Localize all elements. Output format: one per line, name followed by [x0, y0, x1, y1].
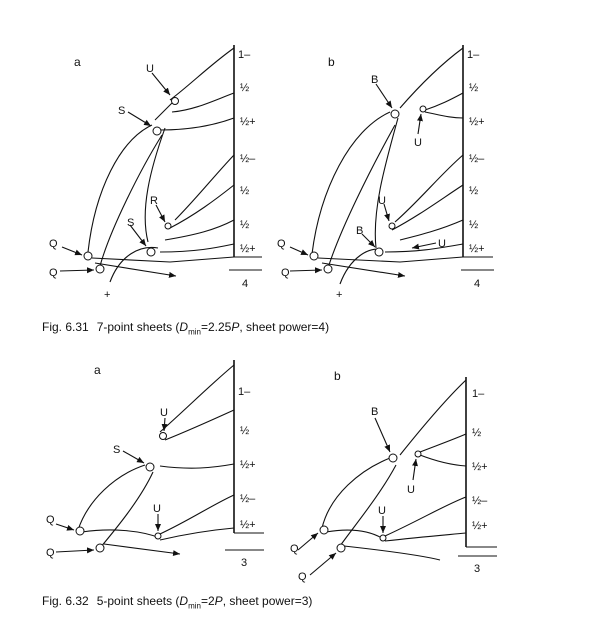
- fig1a-tick-6: ½: [240, 219, 250, 231]
- fig2b-label-b: B: [371, 406, 379, 418]
- fig1b-label-u-lower: U: [378, 195, 386, 207]
- fig2a-long-strand: [78, 465, 145, 530]
- fig1a-loop-6: [160, 244, 234, 252]
- caption-text-after: , sheet power=4): [239, 320, 330, 334]
- fig1b-tick-7: ½+: [469, 243, 485, 255]
- caption-text-after: , sheet power=3): [222, 594, 313, 608]
- fig1b-arrow-u: [418, 114, 421, 134]
- fig2a-loop-5: [160, 528, 234, 540]
- fig1b-arrow-q1: [290, 247, 308, 255]
- fig1a-knot-q1: [84, 252, 92, 260]
- fig1-panel-b: [277, 45, 494, 301]
- fig1a-tick-1: 1–: [238, 49, 251, 61]
- fig1a-arrow-s: [128, 112, 151, 126]
- fig1b-label-u-right: U: [438, 238, 446, 250]
- fig2b-tick-1: 1–: [472, 388, 485, 400]
- fig1a-label-u: U: [146, 63, 154, 75]
- fig1b-loop-3: [425, 112, 463, 118]
- fig1a-knot-r: [165, 223, 171, 229]
- fig2b-tick-5: ½+: [472, 520, 488, 532]
- fig1b-arrow-b: [376, 84, 392, 108]
- fig2b-knot-u: [415, 451, 421, 457]
- fig2b-arrow-b: [375, 418, 390, 452]
- fig2a-label-q-lower: Q: [46, 547, 55, 559]
- fig2a-tick-5: ½+: [240, 519, 256, 531]
- fig1b-label-q-lower: Q: [281, 267, 290, 279]
- fig1b-tick-3: ½+: [469, 116, 485, 128]
- panel-b-label: b: [328, 55, 335, 69]
- fig2a-loop-2: [165, 410, 234, 440]
- fig1a-loop-3: [175, 155, 234, 220]
- fig2b-long-strand: [322, 458, 390, 528]
- caption-text-before: 5-point sheets (: [96, 594, 180, 608]
- panel-a-label: a: [74, 55, 81, 69]
- fig2a-tick-4: ½–: [240, 493, 256, 505]
- fig2a-knot-u2: [155, 533, 161, 539]
- fig2a-tick-3: ½+: [240, 459, 256, 471]
- fig1b-knot-q2: [324, 265, 332, 273]
- fig2b-arrow-q2: [310, 553, 336, 575]
- fig1a-long-strand-3: [145, 128, 165, 242]
- fig2a-tick-1: 1–: [238, 386, 251, 398]
- fig2a-scale-label: 3: [241, 557, 248, 569]
- caption-d: D: [179, 320, 189, 334]
- fig1b-label-b-lower: B: [356, 225, 364, 237]
- fig1b-arrow-u3: [412, 243, 436, 248]
- fig2a-arrow-main: [104, 544, 180, 554]
- fig1a-knot-s: [153, 127, 161, 135]
- fig1a-tick-5: ½: [240, 185, 250, 197]
- caption-sub: min: [188, 327, 201, 337]
- fig1a-tick-7: ½+: [240, 243, 256, 255]
- fig2a-knot-u: [160, 433, 167, 440]
- fig1a-loop-5: [165, 220, 234, 240]
- fig2b-knot-b: [389, 454, 397, 462]
- fig2-panel-a-label: a: [94, 363, 101, 377]
- fig1b-label-u-upper: U: [414, 137, 422, 149]
- fig2a-strand-bot: [82, 530, 160, 538]
- fig1b-tick-5: ½: [469, 185, 479, 197]
- fig2b-knot-q2: [337, 544, 345, 552]
- caption-text-before: 7-point sheets (: [96, 320, 180, 334]
- fig1a-arrow-q1: [62, 247, 82, 255]
- fig1a-arrow-u: [152, 73, 170, 95]
- fig2a-loop-1: [160, 365, 234, 432]
- fig2b-knot-q1: [320, 526, 328, 534]
- caption-eq: =2: [200, 594, 215, 608]
- caption-number: Fig. 6.32: [42, 594, 89, 608]
- fig2b-tick-3: ½+: [472, 461, 488, 473]
- fig2b-tick-2: ½: [472, 427, 482, 439]
- fig2a-label-q-upper: Q: [46, 514, 55, 526]
- fig2-panel-b-label: b: [334, 369, 341, 383]
- fig1a-label-s-lower: S: [127, 217, 135, 229]
- fig2a-arrow-u: [164, 418, 165, 431]
- fig1a-arrow-main: [95, 263, 176, 276]
- fig1a-arrow-q2: [60, 270, 94, 271]
- fig2b-strand-bot-2: [344, 546, 440, 560]
- fig1b-arrow-main: [322, 263, 405, 276]
- fig1a-label-q-lower: Q: [49, 267, 58, 279]
- fig2b-label-q-lower: Q: [298, 571, 307, 583]
- fig2b-long-strand-2: [340, 465, 396, 546]
- fig2b-tick-4: ½–: [472, 495, 488, 507]
- fig2b-arrow-u: [413, 459, 416, 480]
- fig1b-label-q-upper: Q: [277, 238, 286, 250]
- fig1b-label-b-upper: B: [371, 74, 379, 86]
- fig1b-knot-b2: [375, 248, 383, 256]
- fig1a-label-plus: +: [104, 289, 111, 301]
- caption-d: D: [179, 594, 189, 608]
- fig2b-loop-1: [400, 380, 466, 455]
- fig2a-label-u-upper: U: [160, 407, 168, 419]
- fig2b-loop-3: [420, 455, 466, 466]
- fig1a-knot-q2: [96, 265, 104, 273]
- fig1b-arrow-b2: [362, 234, 375, 247]
- figure-6-31-caption: [42, 320, 329, 336]
- fig2a-arrow-s: [123, 451, 144, 463]
- fig1b-tick-1: 1–: [467, 49, 480, 61]
- fig1a-tick-4: ½–: [240, 153, 256, 165]
- fig1b-knot-b: [391, 110, 399, 118]
- fig2a-arrow-q1: [56, 524, 74, 530]
- fig1b-long-strand: [312, 112, 390, 254]
- fig1a-baseline-right: [170, 257, 262, 262]
- fig2a-knot-q2: [96, 544, 104, 552]
- fig1b-arrow-q2: [290, 270, 322, 271]
- fig1b-scale-label: 4: [474, 278, 481, 290]
- caption-p: P: [231, 320, 240, 334]
- fig1a-loop-1: [170, 48, 234, 100]
- fig2a-loop-3: [160, 464, 234, 468]
- fig2a-knot-s: [146, 463, 154, 471]
- fig2b-knot-u2: [380, 535, 386, 541]
- fig1b-tick-4: ½–: [469, 153, 485, 165]
- caption-number: Fig. 6.31: [42, 320, 89, 334]
- fig1a-label-s-upper: S: [118, 105, 126, 117]
- fig2b-strand-bot: [326, 530, 385, 540]
- fig2b-label-u-upper: U: [407, 484, 415, 496]
- fig2b-arrow-q1: [298, 533, 318, 550]
- fig2a-loop-4: [160, 495, 234, 534]
- fig2-panel-b: [290, 369, 497, 583]
- fig1a-label-r: R: [150, 195, 158, 207]
- fig1b-tick-6: ½: [469, 219, 479, 231]
- caption-sub: min: [188, 601, 201, 611]
- fig2-panel-a: [46, 360, 264, 569]
- fig1a-knot-u: [172, 98, 179, 105]
- fig1a-knot-s2: [147, 248, 155, 256]
- fig1b-label-plus: +: [336, 289, 343, 301]
- fig1b-loop-5: [392, 185, 463, 230]
- fig1a-arrow-r: [156, 205, 165, 222]
- fig1a-label-q-upper: Q: [49, 238, 58, 250]
- fig1b-tick-2: ½: [469, 82, 479, 94]
- fig2a-label-u-lower: U: [153, 503, 161, 515]
- fig1b-baseline: [318, 257, 493, 262]
- fig1a-scale-label: 4: [242, 278, 249, 290]
- fig1b-knot-q1: [310, 252, 318, 260]
- fig2b-label-u-lower: U: [378, 505, 386, 517]
- fig1b-loop-1: [400, 48, 463, 108]
- fig1a-tick-3: ½+: [240, 116, 256, 128]
- caption-p: P: [214, 594, 223, 608]
- fig1b-loop-4: [395, 155, 463, 222]
- fig2b-scale-label: 3: [474, 563, 481, 575]
- fig1b-loop-6: [400, 220, 463, 240]
- fig2b-loop-2: [420, 434, 466, 452]
- caption-eq: =2.25: [200, 320, 232, 334]
- fig2b-label-q-upper: Q: [290, 543, 299, 555]
- fig2b-loop-5: [385, 533, 466, 541]
- fig2a-knot-q1: [76, 527, 84, 535]
- figure-6-32-caption: [42, 594, 312, 610]
- fig2a-tick-2: ½: [240, 425, 250, 437]
- fig1a-tick-2: ½: [240, 82, 250, 94]
- fig1-panel-a: [49, 45, 262, 301]
- fig1b-knot-u: [420, 106, 426, 112]
- fig1b-loop-2: [425, 93, 463, 110]
- fig1a-loop-2: [160, 118, 234, 130]
- fig2b-loop-4: [385, 497, 466, 536]
- fig2a-arrow-q2: [56, 550, 94, 552]
- fig1b-knot-u2: [389, 223, 395, 229]
- fig2a-long-strand-2: [100, 472, 153, 548]
- fig1a-baseline: [92, 258, 170, 262]
- fig1a-loop-1b: [172, 93, 234, 112]
- fig1a-long-strand: [88, 125, 152, 252]
- fig2a-label-s: S: [113, 444, 121, 456]
